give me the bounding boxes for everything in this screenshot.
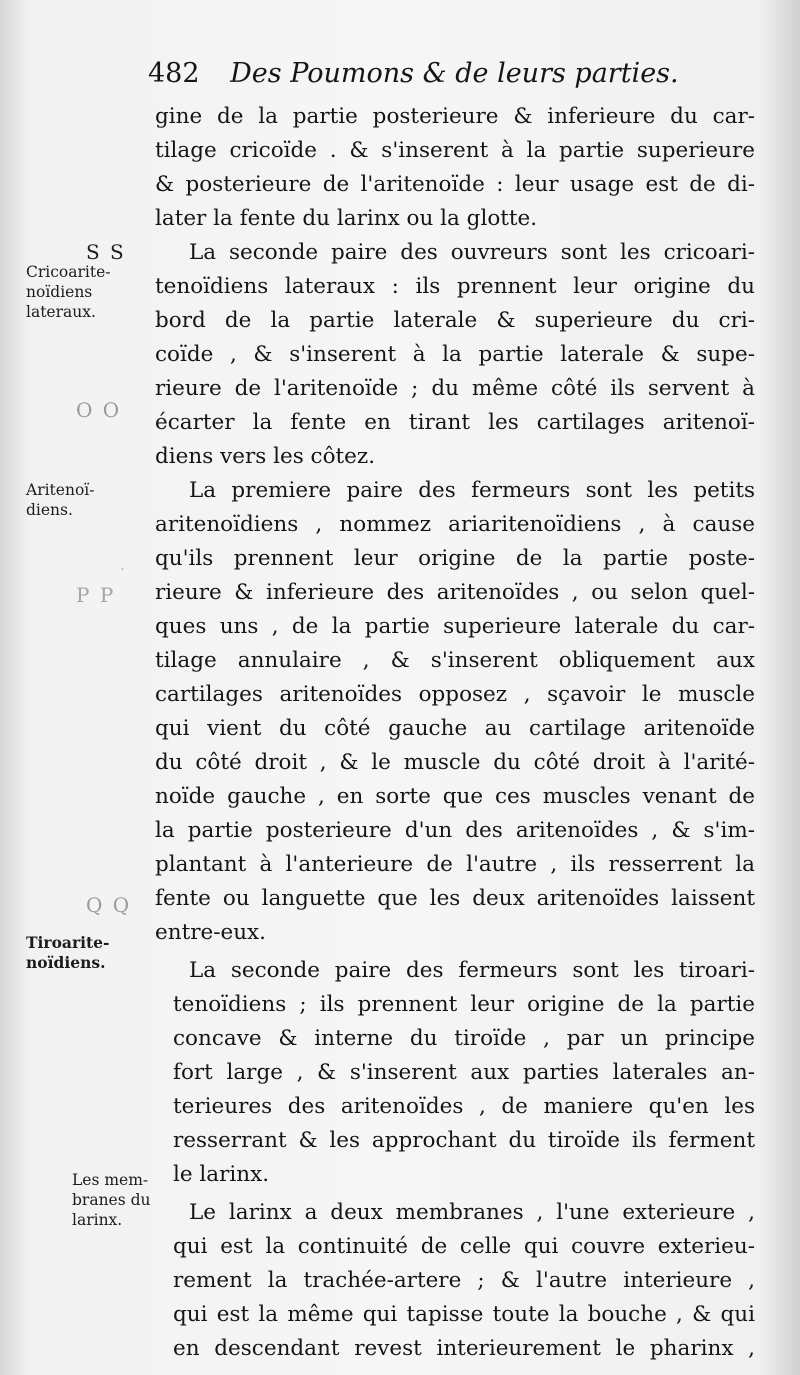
margin-text: diens. (26, 501, 73, 519)
text-line: coïde , & s'inserent à la partie laterale & supe- (155, 342, 755, 367)
text-line: tilage annulaire , & s'inserent obliquement aux (155, 648, 755, 673)
text-line: tilage cricoïde . & s'inserent à la partie superieure (155, 138, 755, 163)
text-line: rieure de l'aritenoïde ; du même côté ils servent à (155, 376, 755, 401)
text-line: fort large , & s'inserent aux parties laterales an- (173, 1060, 755, 1085)
margin-mark: S S (86, 240, 126, 264)
margin-text: branes du (72, 1191, 151, 1209)
text-line: terieures des aritenoïdes , de maniere qu'en les (173, 1094, 755, 1119)
text-line: écarter la fente en tirant les cartilages aritenoï- (155, 410, 755, 435)
running-title: Des Poumons & de leurs parties. (230, 58, 679, 89)
text-line: La seconde paire des ouvreurs sont les cricoari- (189, 240, 755, 265)
text-line: gine de la partie posterieure & inferieure du car- (155, 104, 755, 129)
text-line: bord de la partie laterale & superieure du cri- (155, 308, 755, 333)
text-line: later la fente du larinx ou la glotte. (155, 206, 538, 231)
text-line: & posterieure de l'aritenoïde : leur usage est de di- (155, 172, 755, 197)
text-line: ques uns , de la partie superieure laterale du car- (155, 614, 755, 639)
text-line: en descendant revest interieurement le pharinx , (173, 1336, 755, 1361)
text-line: qui est la même qui tapisse toute la bouche , & qui (173, 1302, 755, 1327)
text-line: fente ou languette que les deux aritenoïdes laissent (155, 886, 755, 911)
text-line: du côté droit , & le muscle du côté droit à l'arité- (155, 750, 755, 775)
text-line: Le larinx a deux membranes , l'une exterieure , (189, 1200, 755, 1225)
text-line: concave & interne du tiroïde , par un principe (173, 1026, 755, 1051)
margin-mark: P P (76, 583, 116, 607)
margin-text: Les mem- (72, 1171, 149, 1189)
text-line: plantant à l'anterieure de l'autre , ils resserrent la (155, 852, 755, 877)
margin-mark: Q Q (86, 893, 132, 917)
margin-text: larinx. (72, 1211, 123, 1229)
margin-note-cricoaritenoidiens (26, 242, 126, 322)
page-number: 482 (148, 58, 200, 89)
text-line: aritenoïdiens , nommez ariaritenoïdiens , à cause (155, 512, 755, 537)
page-header (148, 58, 788, 89)
margin-mark: O O (76, 398, 122, 422)
text-line: La seconde paire des fermeurs sont les tiroari- (189, 958, 755, 983)
margin-text: Cricoarite- (26, 263, 111, 281)
text-line: qu'ils prennent leur origine de la partie poste- (155, 546, 755, 571)
margin-note-membranes (72, 1170, 151, 1230)
margin-text: Tiroarite- (26, 933, 110, 952)
margin-note-aritenoidiens (26, 400, 121, 520)
text-line: resserrant & les approchant du tiroïde ils ferment (173, 1128, 755, 1153)
bleed-through-mark: · (120, 560, 127, 578)
text-line: diens vers les côtez. (155, 444, 376, 469)
text-line: la partie posterieure d'un des aritenoïdes , & s'im- (155, 818, 755, 843)
margin-text: lateraux. (26, 303, 96, 321)
text-line: tenoïdiens lateraux : ils prennent leur origine du (155, 274, 755, 299)
margin-note-pp (26, 585, 115, 605)
text-line: le larinx. (173, 1162, 270, 1187)
margin-text: Aritenoï- (26, 481, 95, 499)
text-line: noïde gauche , en sorte que ces muscles venant de (155, 784, 755, 809)
text-line: tenoïdiens ; ils prennent leur origine de la partie (173, 992, 755, 1017)
margin-note-tiroaritenoidiens (26, 895, 131, 973)
text-line: La premiere paire des fermeurs sont les petits (189, 478, 755, 503)
margin-text: noïdiens (26, 283, 93, 301)
margin-text: noïdiens. (26, 953, 106, 972)
text-line: qui est la continuité de celle qui couvre exterieu- (173, 1234, 755, 1259)
main-text (155, 100, 755, 1366)
text-line: entre-eux. (155, 920, 267, 945)
text-line: rieure & inferieure des aritenoïdes , ou selon quel- (155, 580, 755, 605)
text-line: cartilages aritenoïdes opposez , sçavoir le muscle (155, 682, 755, 707)
text-line: qui vient du côté gauche au cartilage aritenoïde (155, 716, 755, 741)
text-line: rement la trachée-artere ; & l'autre interieure , (173, 1268, 755, 1293)
